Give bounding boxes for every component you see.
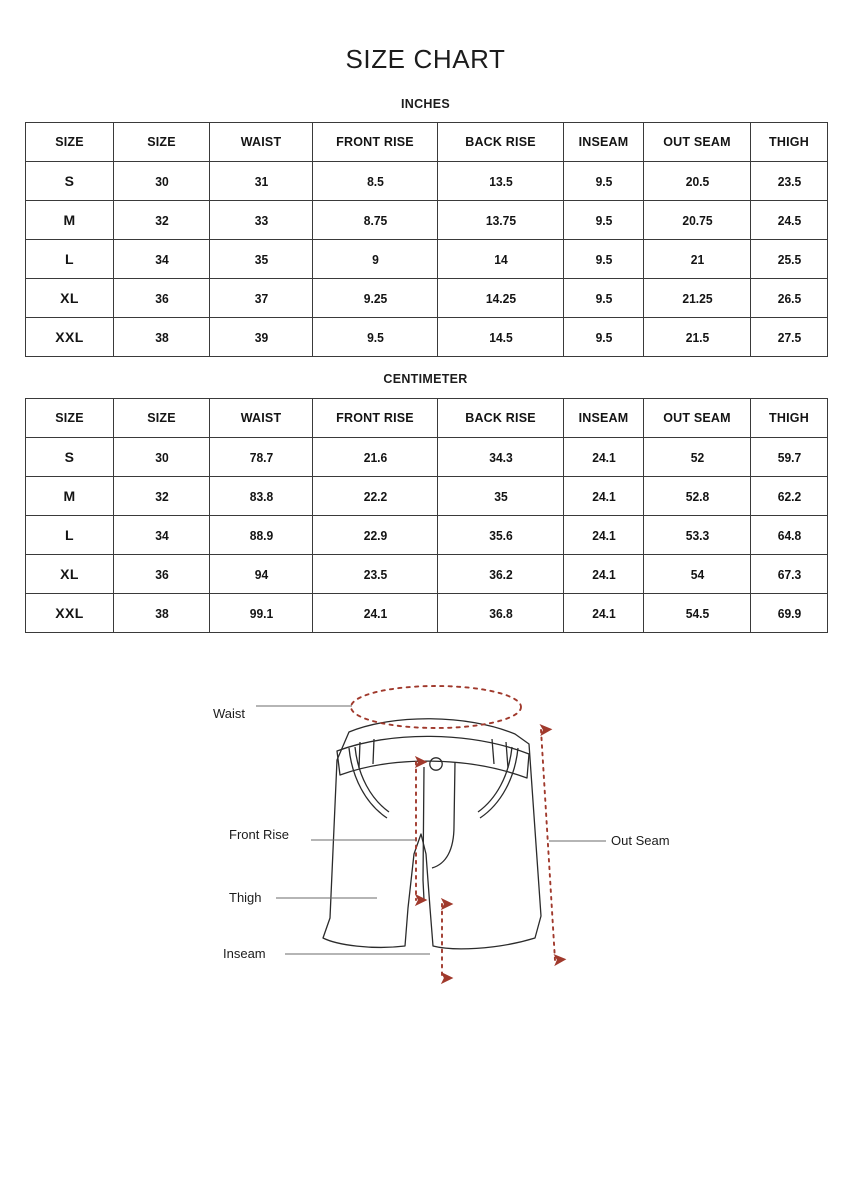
table-row — [26, 516, 828, 555]
belt-loop-left-inner — [373, 739, 374, 764]
out-seam-measure-line — [541, 730, 555, 960]
cell-back-rise: 35.6 — [442, 516, 559, 555]
column-header-waist: WAIST — [210, 123, 313, 162]
waistband — [337, 736, 529, 778]
cell-size-numeric: 34 — [117, 240, 206, 279]
table-row — [26, 555, 828, 594]
diagram-label-thigh: Thigh — [229, 890, 262, 905]
cell-out-seam: 54.5 — [647, 594, 747, 633]
cell-front-rise: 8.75 — [317, 201, 433, 240]
cell-out-seam: 21 — [647, 240, 747, 279]
cell-thigh: 59.7 — [753, 438, 825, 477]
cell-size-numeric: 30 — [117, 162, 206, 201]
cell-thigh: 67.3 — [753, 555, 825, 594]
page-title: SIZE CHART — [345, 44, 506, 74]
pocket-left — [349, 748, 387, 818]
cell-size-numeric: 36 — [117, 279, 206, 318]
cell-inseam: 9.5 — [566, 318, 640, 357]
cell-size-label: L — [26, 240, 114, 279]
table-row — [26, 594, 828, 633]
pocket-right — [480, 748, 518, 818]
cell-waist: 37 — [213, 279, 309, 318]
cell-front-rise: 9.25 — [317, 279, 433, 318]
fly-placket — [423, 767, 424, 900]
cell-size-label: XL — [26, 279, 114, 318]
cell-back-rise: 34.3 — [442, 438, 559, 477]
table-row — [26, 240, 828, 279]
cell-waist: 83.8 — [213, 477, 309, 516]
column-header-out-seam: OUT SEAM — [644, 123, 751, 162]
table-header-row — [26, 399, 828, 438]
diagram-label-front-rise: Front Rise — [229, 827, 289, 842]
cell-size-numeric: 30 — [117, 438, 206, 477]
diagram-label-out-seam: Out Seam — [611, 833, 670, 848]
cell-back-rise: 14 — [442, 240, 559, 279]
cell-front-rise: 24.1 — [317, 594, 433, 633]
cell-out-seam: 21.5 — [647, 318, 747, 357]
column-header-out-seam: OUT SEAM — [644, 399, 751, 438]
column-header-size-alpha: SIZE — [26, 123, 114, 162]
cell-back-rise: 35 — [442, 477, 559, 516]
cell-inseam: 24.1 — [566, 477, 640, 516]
table-header-row — [26, 123, 828, 162]
cell-front-rise: 22.9 — [317, 516, 433, 555]
size-table-inches — [25, 122, 828, 357]
cell-inseam: 24.1 — [566, 438, 640, 477]
column-header-waist: WAIST — [210, 399, 313, 438]
cell-front-rise: 9.5 — [317, 318, 433, 357]
belt-loop-left — [359, 742, 360, 768]
column-header-inseam: INSEAM — [564, 123, 644, 162]
cell-size-label: XXL — [26, 594, 114, 633]
cell-out-seam: 20.75 — [647, 201, 747, 240]
column-header-front-rise: FRONT RISE — [313, 123, 438, 162]
cell-thigh: 24.5 — [753, 201, 825, 240]
cell-front-rise: 23.5 — [317, 555, 433, 594]
table-row — [26, 477, 828, 516]
shorts-illustration — [323, 719, 541, 949]
cell-thigh: 25.5 — [753, 240, 825, 279]
table-row — [26, 162, 828, 201]
cell-size-numeric: 36 — [117, 555, 206, 594]
table-row — [26, 279, 828, 318]
column-header-size-numeric: SIZE — [114, 123, 210, 162]
cell-inseam: 24.1 — [566, 555, 640, 594]
belt-loop-right-inner — [506, 742, 508, 768]
cell-size-label: S — [26, 438, 114, 477]
waist-measure-ellipse — [351, 686, 521, 728]
cell-back-rise: 36.8 — [442, 594, 559, 633]
fly-curve — [432, 762, 455, 868]
column-header-thigh: THIGH — [751, 399, 828, 438]
column-header-back-rise: BACK RISE — [438, 123, 564, 162]
cell-size-numeric: 38 — [117, 318, 206, 357]
cell-size-label: M — [26, 201, 114, 240]
cell-size-numeric: 32 — [117, 477, 206, 516]
cell-size-label: XXL — [26, 318, 114, 357]
cell-waist: 35 — [213, 240, 309, 279]
cell-front-rise: 9 — [317, 240, 433, 279]
pocket-left-inner — [355, 747, 389, 812]
cell-size-numeric: 32 — [117, 201, 206, 240]
cell-out-seam: 21.25 — [647, 279, 747, 318]
cell-waist: 31 — [213, 162, 309, 201]
cell-waist: 78.7 — [213, 438, 309, 477]
column-header-inseam: INSEAM — [564, 399, 644, 438]
cell-back-rise: 36.2 — [442, 555, 559, 594]
column-header-thigh: THIGH — [751, 123, 828, 162]
cell-waist: 33 — [213, 201, 309, 240]
cell-size-label: XL — [26, 555, 114, 594]
measurement-diagram — [0, 668, 851, 1008]
table-caption-inches: INCHES — [400, 97, 451, 111]
cell-thigh: 69.9 — [753, 594, 825, 633]
cell-out-seam: 52 — [647, 438, 747, 477]
table-row — [26, 438, 828, 477]
cell-back-rise: 14.25 — [442, 279, 559, 318]
cell-waist: 94 — [213, 555, 309, 594]
table-caption-centimeter: CENTIMETER — [383, 372, 468, 386]
size-table-centimeter — [25, 398, 828, 633]
cell-front-rise: 22.2 — [317, 477, 433, 516]
cell-back-rise: 13.5 — [442, 162, 559, 201]
column-header-front-rise: FRONT RISE — [313, 399, 438, 438]
cell-inseam: 9.5 — [566, 201, 640, 240]
cell-out-seam: 20.5 — [647, 162, 747, 201]
cell-back-rise: 13.75 — [442, 201, 559, 240]
column-header-back-rise: BACK RISE — [438, 399, 564, 438]
cell-out-seam: 53.3 — [647, 516, 747, 555]
table-row — [26, 318, 828, 357]
cell-size-label: S — [26, 162, 114, 201]
cell-size-numeric: 34 — [117, 516, 206, 555]
cell-waist: 39 — [213, 318, 309, 357]
cell-waist: 88.9 — [213, 516, 309, 555]
cell-thigh: 62.2 — [753, 477, 825, 516]
cell-thigh: 27.5 — [753, 318, 825, 357]
cell-inseam: 24.1 — [566, 516, 640, 555]
cell-size-label: L — [26, 516, 114, 555]
cell-inseam: 24.1 — [566, 594, 640, 633]
cell-inseam: 9.5 — [566, 279, 640, 318]
diagram-label-waist: Waist — [213, 706, 246, 721]
column-header-size-alpha: SIZE — [26, 399, 114, 438]
cell-back-rise: 14.5 — [442, 318, 559, 357]
cell-front-rise: 8.5 — [317, 162, 433, 201]
cell-thigh: 26.5 — [753, 279, 825, 318]
cell-thigh: 64.8 — [753, 516, 825, 555]
cell-front-rise: 21.6 — [317, 438, 433, 477]
cell-out-seam: 54 — [647, 555, 747, 594]
column-header-size-numeric: SIZE — [114, 399, 210, 438]
diagram-label-inseam: Inseam — [223, 946, 266, 961]
waist-button-icon — [430, 758, 442, 770]
cell-inseam: 9.5 — [566, 162, 640, 201]
cell-waist: 99.1 — [213, 594, 309, 633]
table-row — [26, 201, 828, 240]
cell-size-numeric: 38 — [117, 594, 206, 633]
cell-size-label: M — [26, 477, 114, 516]
cell-inseam: 9.5 — [566, 240, 640, 279]
measurement-arrows — [416, 730, 555, 978]
cell-thigh: 23.5 — [753, 162, 825, 201]
cell-out-seam: 52.8 — [647, 477, 747, 516]
